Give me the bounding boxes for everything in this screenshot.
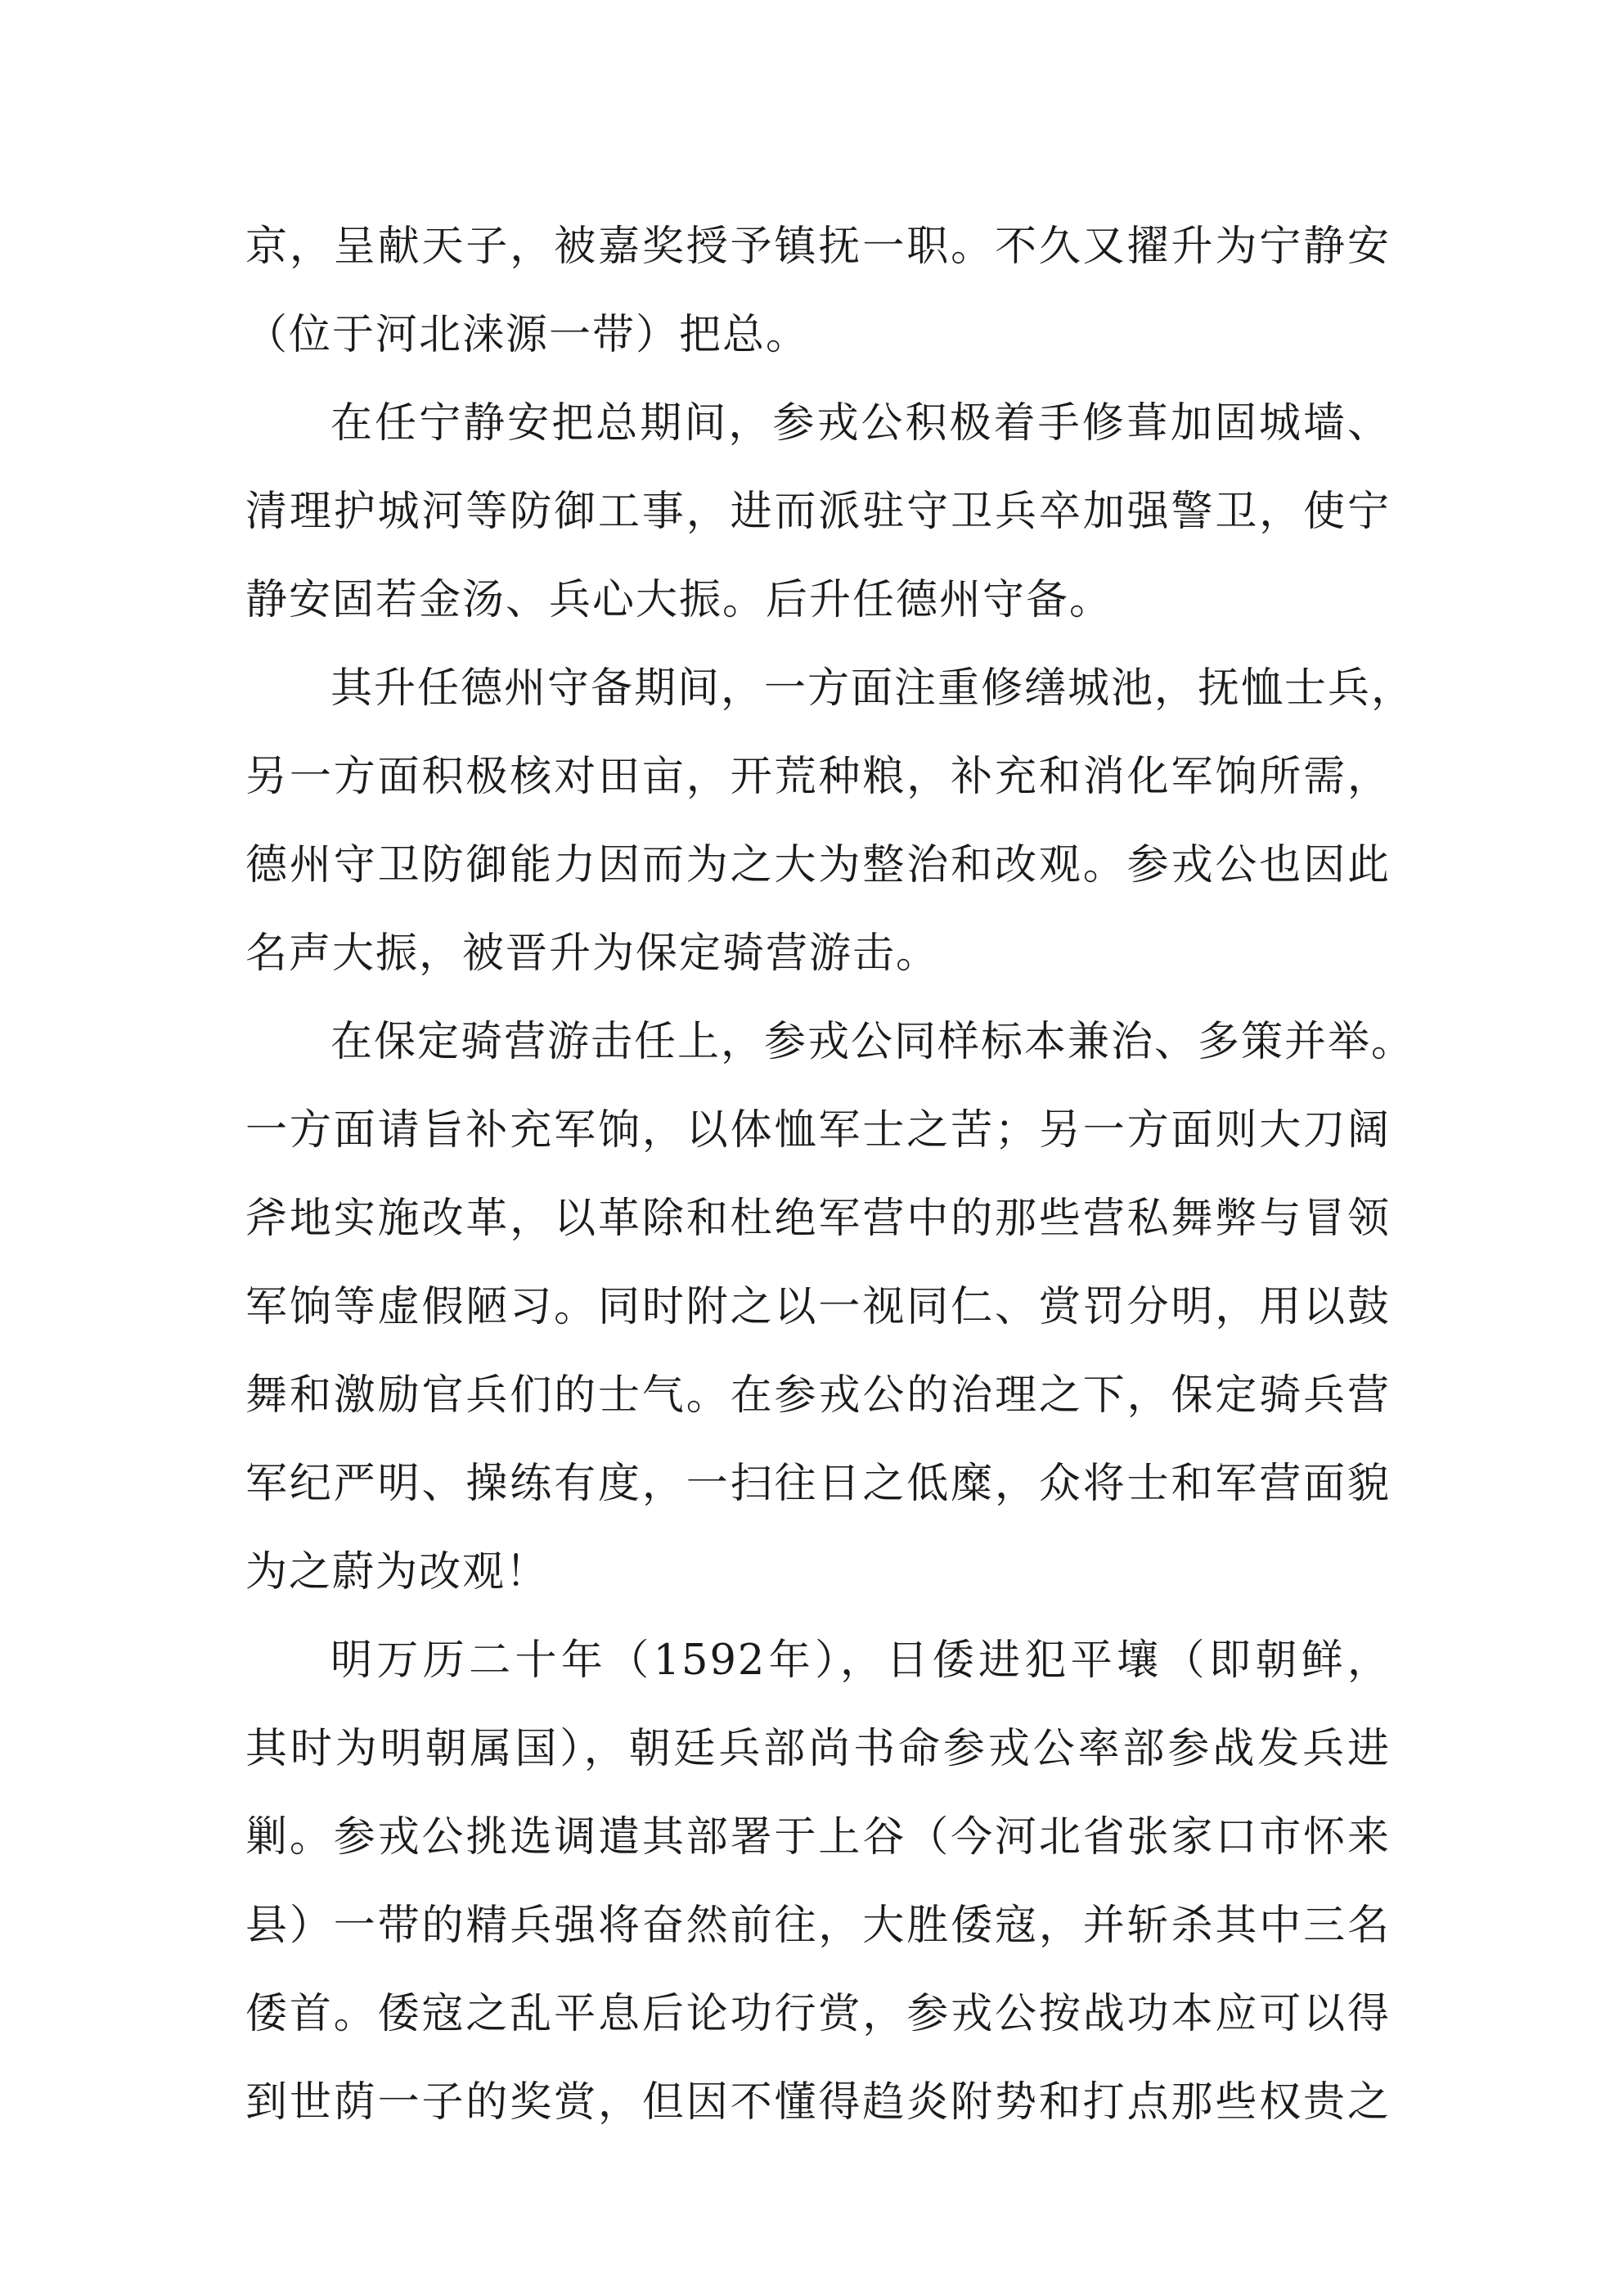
text-line: 到世荫一子的奖赏，但因不懂得趋炎附势和打点那些权贵之 [245, 2078, 1391, 2127]
body-text [245, 203, 1415, 2147]
text-line: 为之蔚为改观！ [245, 1548, 550, 1596]
text-line: 军饷等虚假陋习。同时附之以一视同仁、赏罚分明，用以鼓 [245, 1283, 1391, 1331]
text-line: 其升任德州守备期间，一方面注重修缮城池，抚恤士兵， [330, 664, 1415, 713]
text-line: 清理护城河等防御工事，进而派驻守卫兵卒加强警卫，使宁 [245, 488, 1391, 536]
text-line: 斧地实施改革，以革除和杜绝军营中的那些营私舞弊与冒领 [245, 1195, 1391, 1243]
text-line: 在任宁静安把总期间，参戎公积极着手修葺加固城墙、 [330, 399, 1391, 448]
text-line: 剿。参戎公挑选调遣其部署于上谷（今河北省张家口市怀来 [245, 1813, 1391, 1862]
text-line: 另一方面积极核对田亩，开荒种粮，补充和消化军饷所需， [245, 753, 1391, 801]
text-line: 京，呈献天子，被嘉奖授予镇抚一职。不久又擢升为宁静安 [245, 223, 1391, 271]
text-line: 名声大振，被晋升为保定骑营游击。 [245, 930, 940, 978]
text-line: 其时为明朝属国），朝廷兵部尚书命参戎公率部参战发兵进 [245, 1725, 1391, 1773]
text-line: 倭首。倭寇之乱平息后论功行赏，参戎公按战功本应可以得 [245, 1990, 1391, 2038]
text-line: 明万历二十年（1592年），日倭进犯平壤（即朝鲜， [330, 1636, 1391, 1685]
text-line: 一方面请旨补充军饷，以体恤军士之苦；另一方面则大刀阔 [245, 1106, 1391, 1155]
text-line: 静安固若金汤、兵心大振。后升任德州守备。 [245, 576, 1113, 624]
text-line: （位于河北涞源一带）把总。 [245, 311, 810, 359]
text-line: 县）一带的精兵强将奋然前往，大胜倭寇，并斩杀其中三名 [245, 1902, 1391, 1950]
text-line: 德州守卫防御能力因而为之大为整治和改观。参戎公也因此 [245, 841, 1391, 889]
text-line: 在保定骑营游击任上，参戎公同样标本兼治、多策并举。 [330, 1018, 1415, 1066]
text-line: 舞和激励官兵们的士气。在参戎公的治理之下，保定骑兵营 [245, 1371, 1391, 1420]
text-line: 军纪严明、操练有度，一扫往日之低糜，众将士和军营面貌 [245, 1460, 1391, 1508]
